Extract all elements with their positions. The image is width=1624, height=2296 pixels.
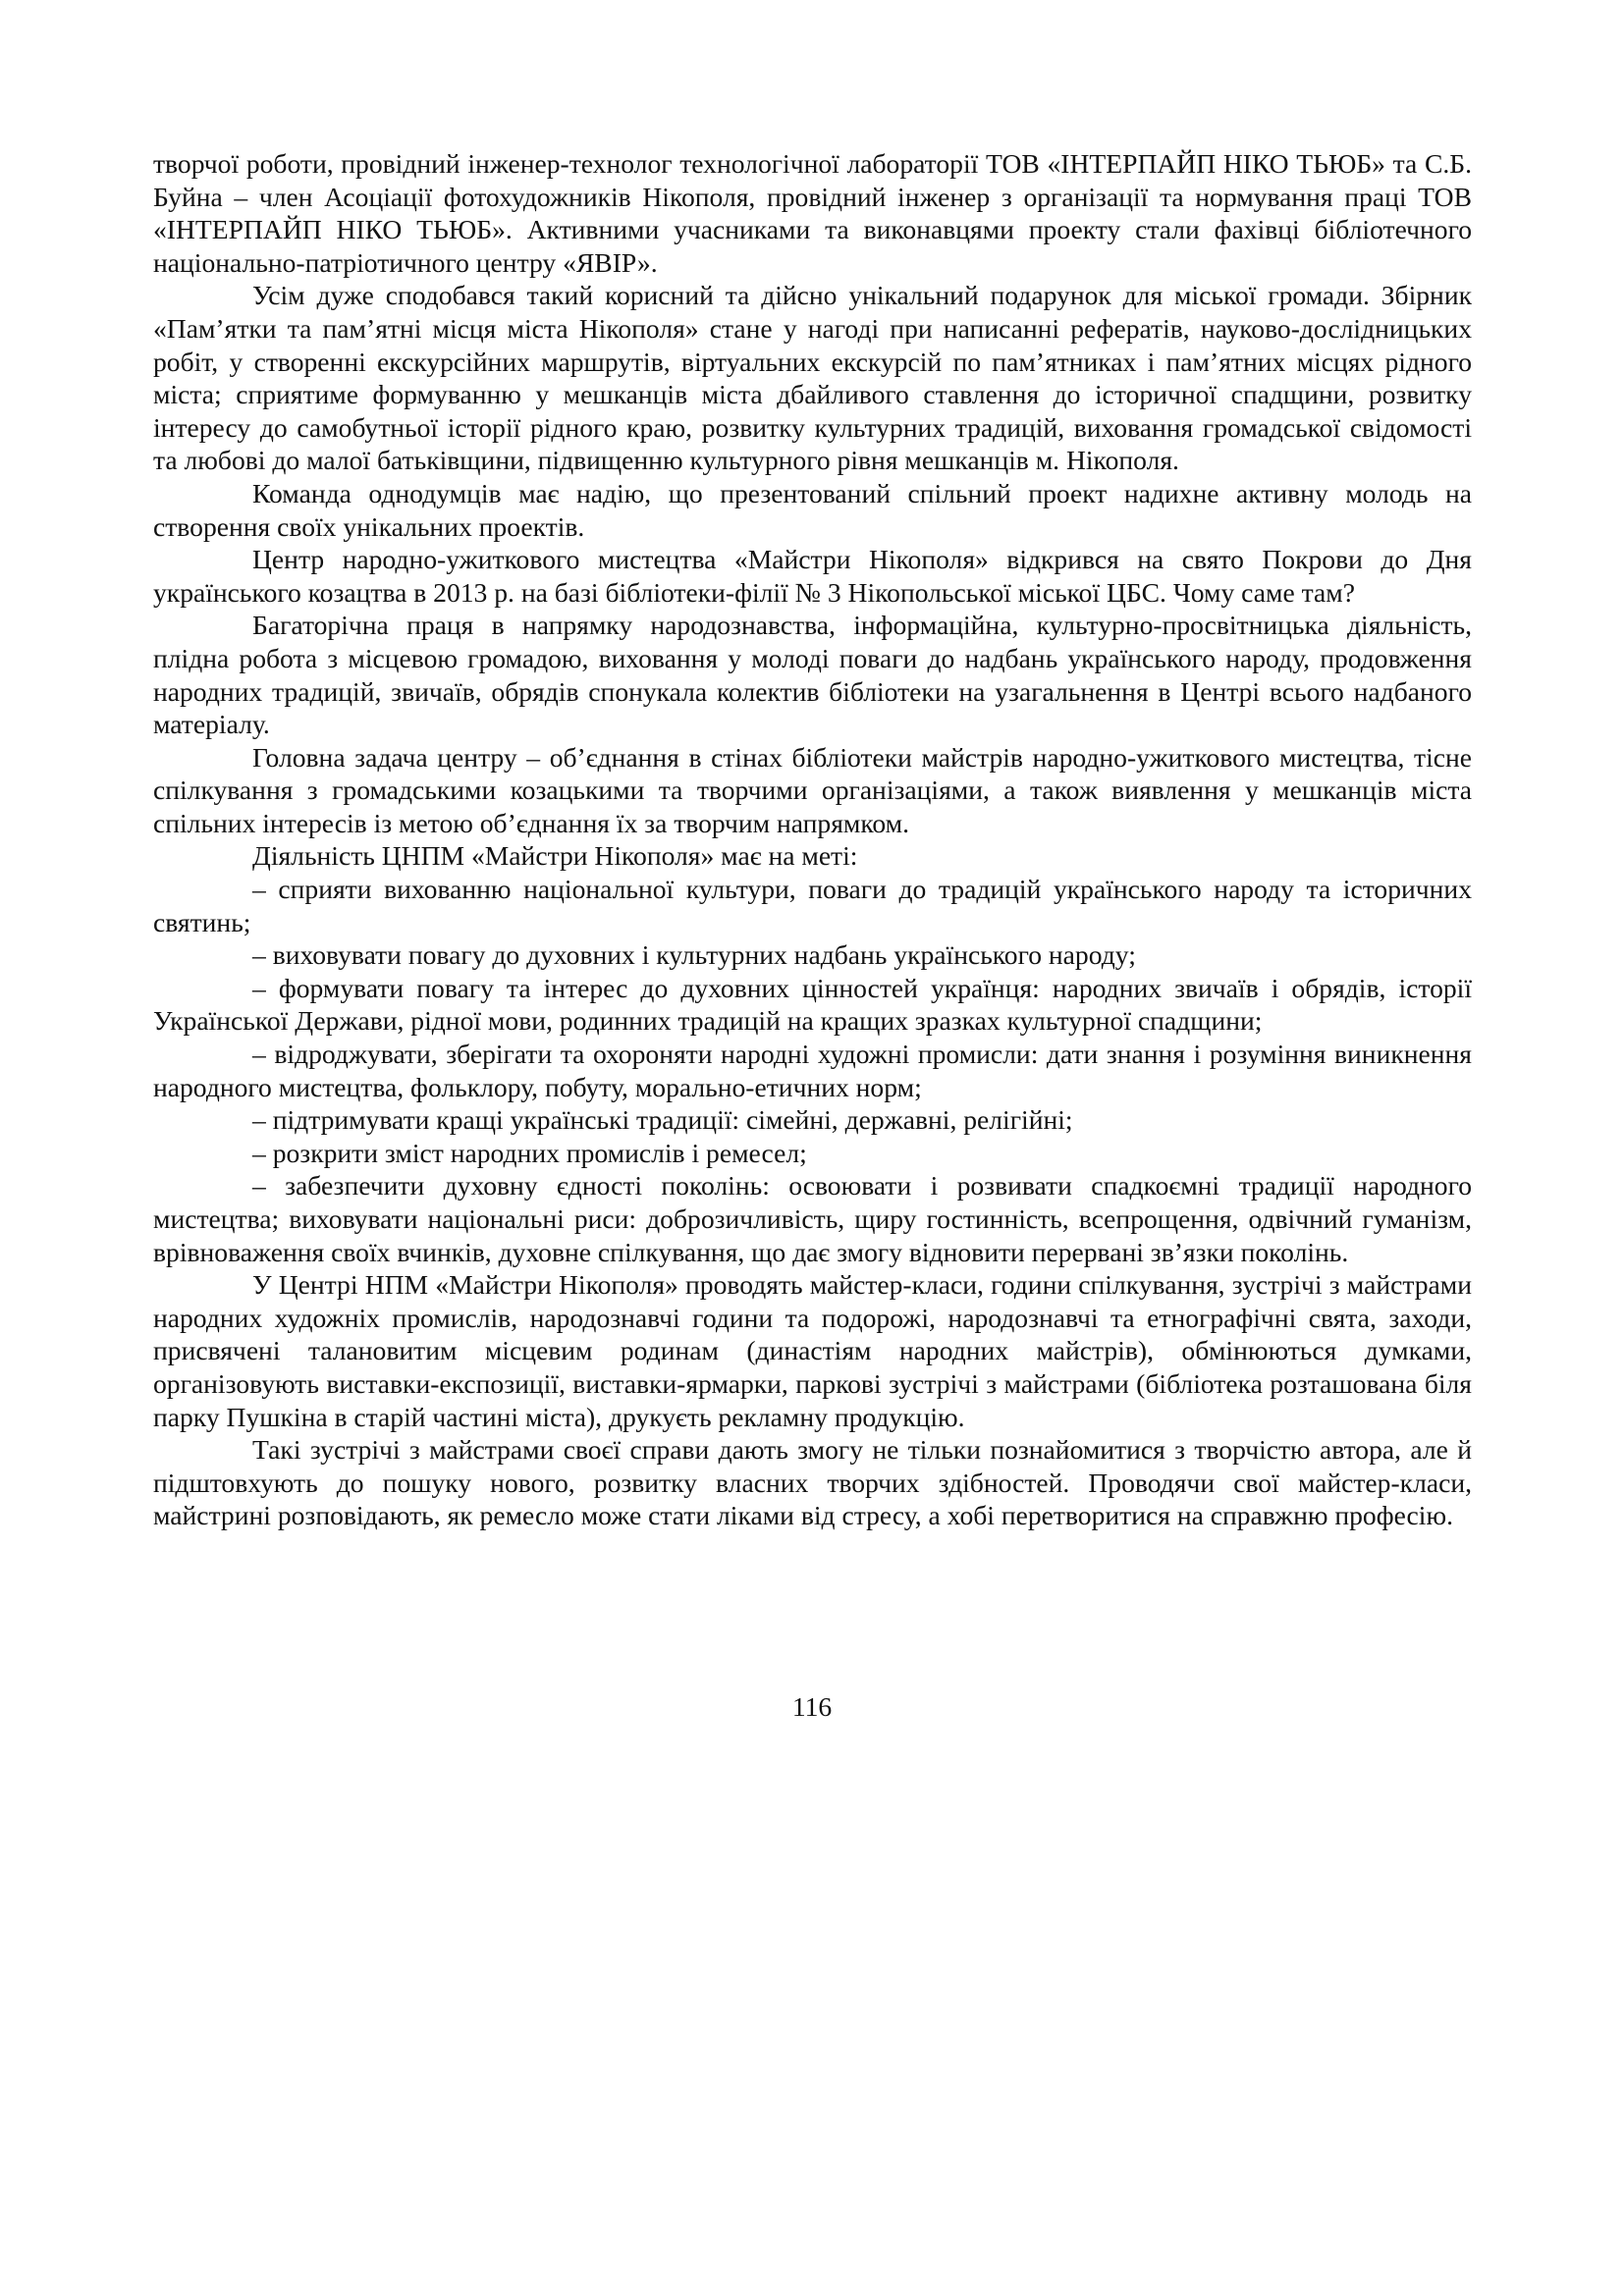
list-item-goal-6: – розкрити зміст народних промислів і ремесел; bbox=[252, 1137, 807, 1168]
list-item-goal-5: – підтримувати кращі українські традиції: сімейні, державні, релігійні; bbox=[252, 1104, 1073, 1136]
list-item-goal-7: – забезпечити духовну єдності поколінь: освоювати і розвивати спадкоємні традиції народного мистецтва; виховувати національні риси: доброзичливість, щиру гостинність, всепрощення, одвічний гуманізм, врівноваження своїх вчинків, духовне спілкування, що дає змогу відновити перервані зв’язки поколінь. bbox=[153, 1170, 1472, 1267]
paragraph-long-work: Багаторічна праця в напрямку народознавства, інформаційна, культурно-просвітницька діяльність, плідна робота з місцевою громадою, виховання у молоді поваги до надбань українського народу, продовження народних традицій, звичаїв, обрядів спонукала колектив бібліотеки на узагальнення в Центрі всього надбаного матеріалу. bbox=[153, 610, 1472, 740]
list-item-goal-4: – відроджувати, зберігати та охороняти народні художні промисли: дати знання і розуміння виникнення народного мистецтва, фольклору, побуту, морально-етичних норм; bbox=[153, 1039, 1472, 1102]
paragraph-center-opening: Центр народно-ужиткового мистецтва «Майстри Нікополя» відкрився на свято Покрови до Дня українського козацтва в 2013 р. на базі бібліотеки-філії № 3 Нікопольської міської ЦБС. Чому саме там? bbox=[153, 544, 1472, 608]
paragraph-gift: Усім дуже сподобався такий корисний та дійсно унікальний подарунок для міської громади. Збірник «Пам’ятки та пам’ятні місця міста Нікополя» стане у нагоді при написанні рефератів, науково-дослідницьких робіт, у створенні екскурсійних маршрутів, віртуальних екскурсій по пам’ятниках і пам’ятних місцях рідного міста; сприятиме формуванню у мешканців міста дбайливого ставлення до історичної спадщини, розвитку інтересу до самобутньої історії рідного краю, розвитку культурних традицій, виховання громадської свідомості та любові до малої батьківщини, підвищенню культурного рівня мешканців м. Нікополя. bbox=[153, 280, 1472, 476]
list-item-goal-3: – формувати повагу та інтерес до духовних цінностей українця: народних звичаїв і обрядів, історії Української Держави, рідної мови, родинних традицій на кращих зразках культурної спадщини; bbox=[153, 972, 1472, 1037]
paragraph-team-hope: Команда однодумців має надію, що презентований спільний проект надихне активну молодь на створення своїх унікальних проектів. bbox=[153, 477, 1472, 542]
paragraph-meetings: Такі зустрічі з майстрами своєї справи дають змогу не тільки познайомитися з творчістю автора, але й підштовхують до пошуку нового, розвитку власних творчих здібностей. Проводячи свої майстер-класи, майстрині розповідають, як ремесло може стати ліками від стресу, а хобі перетворитися на справжню професію. bbox=[153, 1434, 1472, 1531]
page-number: 116 bbox=[791, 1691, 833, 1722]
paragraph-main-task: Головна задача центру – об’єднання в стінах бібліотеки майстрів народно-ужиткового мистецтва, тісне спілкування з громадськими козацькими та творчими організаціями, а також виявлення у мешканців міста спільних інтересів із метою об’єднання їх за творчим напрямком. bbox=[153, 741, 1472, 838]
paragraph-continuation: творчої роботи, провідний інженер-технолог технологічної лабораторії ТОВ «ІНТЕРПАЙП НІКО ТЬЮБ» та С.Б. Буйна – член Асоціації фотохудожників Нікополя, провідний інженер з організації та нормування праці ТОВ «ІНТЕРПАЙП НІКО ТЬЮБ». Активними учасниками та виконавцями проекту стали фахівці бібліотечного національно-патріотичного центру «ЯВІР». bbox=[153, 148, 1472, 278]
paragraph-center-activities: У Центрі НПМ «Майстри Нікополя» проводять майстер-класи, години спілкування, зустрічі з майстрами народних художніх промислів, народознавчі години та подорожі, народознавчі та етнографічні свята, заходи, присвячені талановитим місцевим родинам (династіям народних майстрів), обмінюються думками, організовують виставки-експозиції, виставки-ярмарки, паркові зустрічі з майстрами (бібліотека розташована біля парку Пушкіна в старій частині міста), друкуєть рекламну продукцію. bbox=[153, 1269, 1472, 1432]
paragraph-goals-intro: Діяльність ЦНПМ «Майстри Нікополя» має на меті: bbox=[252, 840, 858, 872]
list-item-goal-2: – виховувати повагу до духовних і культурних надбань українського народу; bbox=[252, 939, 1136, 971]
list-item-goal-1: – сприяти вихованню національної культури, поваги до традицій українського народу та історичних святинь; bbox=[153, 874, 1472, 937]
body-text bbox=[153, 147, 1472, 1532]
